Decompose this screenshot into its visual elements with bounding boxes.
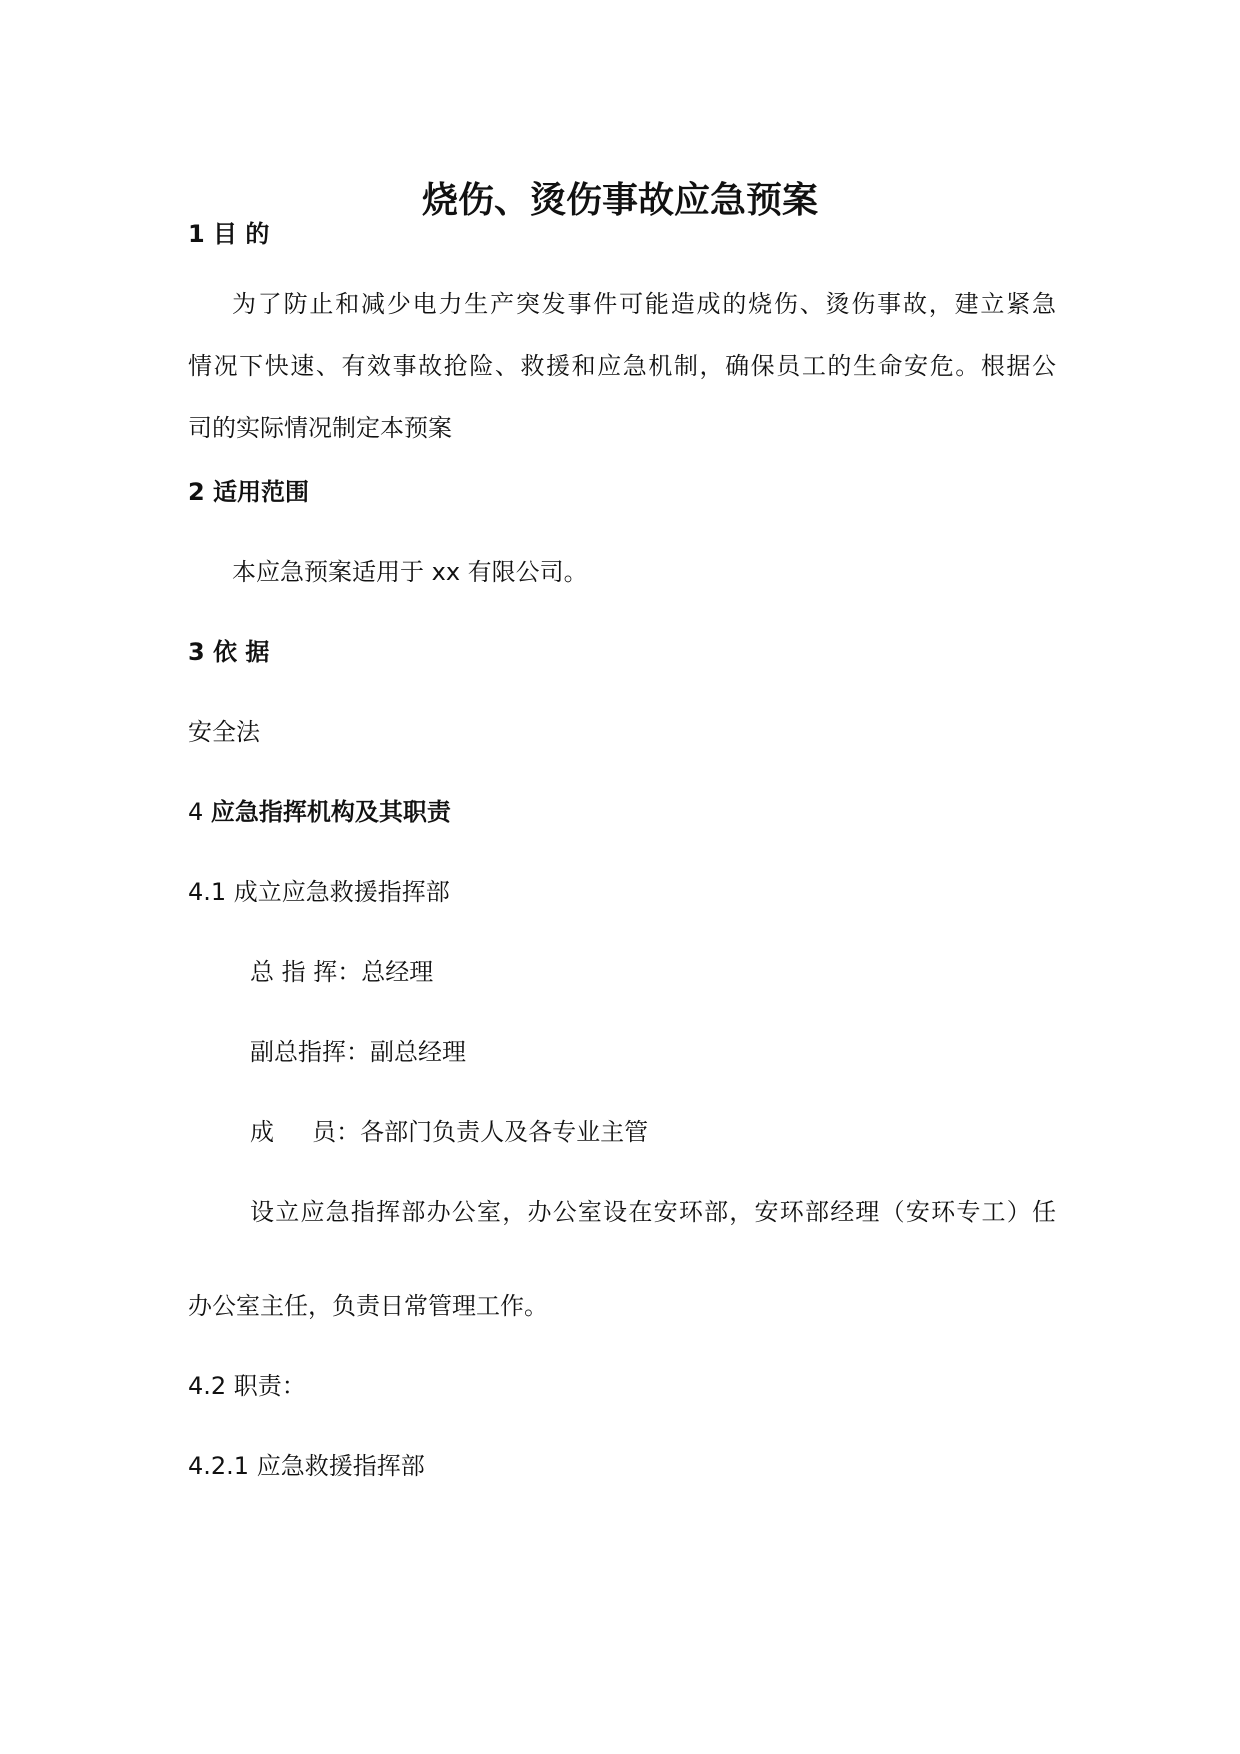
section-2-heading: 2 适用范围 xyxy=(188,478,310,506)
section-4-1-heading: 4.1 成立应急救援指挥部 xyxy=(188,878,450,906)
office-paragraph-line-2: 办公室主任，负责日常管理工作。 xyxy=(188,1292,548,1320)
section-4-heading xyxy=(188,796,451,828)
document-title: 烧伤、烫伤事故应急预案 xyxy=(421,180,818,221)
section-4-number: 4 xyxy=(188,798,211,826)
role-commander: 总 指 挥：总经理 xyxy=(250,958,434,986)
office-paragraph-line-1: 设立应急指挥部办公室，办公室设在安环部，安环部经理（安环专工）任 xyxy=(250,1198,1056,1226)
section-3-paragraph: 安全法 xyxy=(188,718,260,746)
section-4-2-1-heading: 4.2.1 应急救援指挥部 xyxy=(188,1452,425,1480)
section-1-paragraph-line-3: 司的实际情况制定本预案 xyxy=(188,414,452,442)
section-1-paragraph-line-1: 为了防止和减少电力生产突发事件可能造成的烧伤、烫伤事故，建立紧急 xyxy=(232,290,1056,318)
role-deputy-commander: 副总指挥：副总经理 xyxy=(250,1038,466,1066)
role-members: 成 员：各部门负责人及各专业主管 xyxy=(250,1118,649,1146)
section-3-heading: 3 依 据 xyxy=(188,638,270,666)
section-4-2-heading: 4.2 职责： xyxy=(188,1372,306,1400)
section-4-title: 应急指挥机构及其职责 xyxy=(210,798,451,826)
section-2-paragraph: 本应急预案适用于 xx 有限公司。 xyxy=(232,558,588,586)
section-1-paragraph-line-2: 情况下快速、有效事故抢险、救援和应急机制，确保员工的生命安危。根据公 xyxy=(188,352,1056,380)
section-1-heading: 1 目 的 xyxy=(188,220,270,248)
